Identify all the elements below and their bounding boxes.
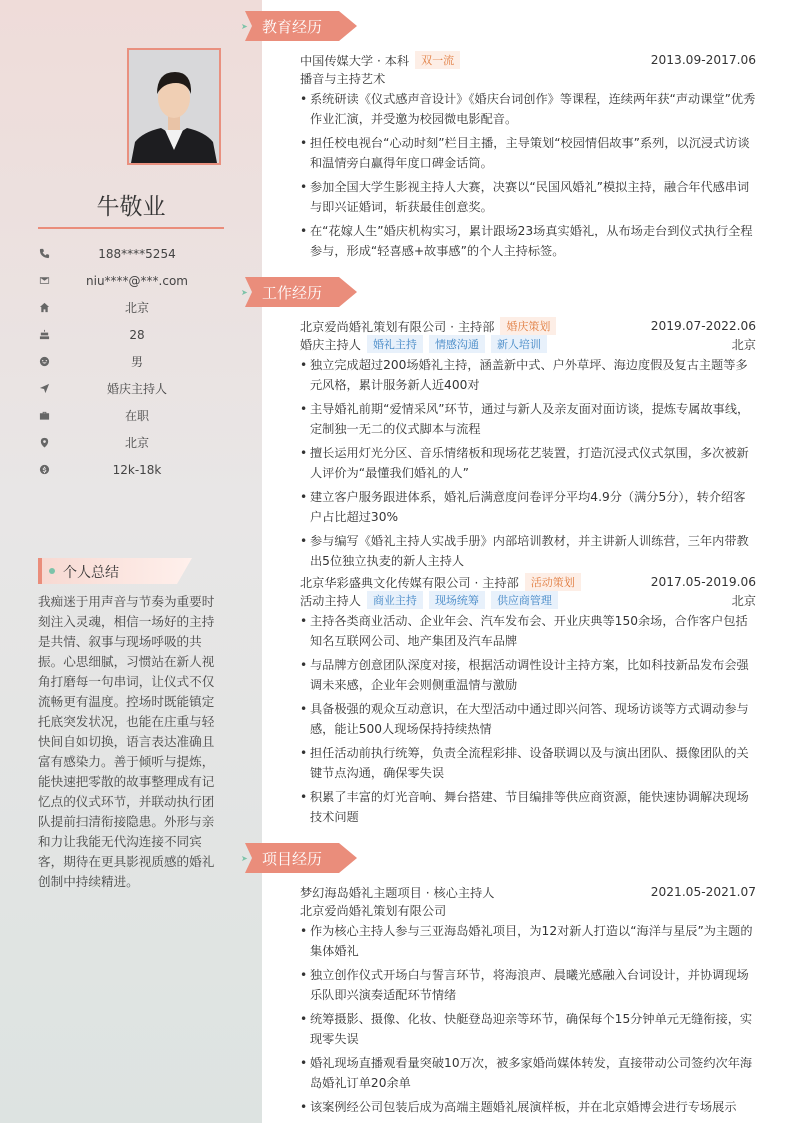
contact-info [38,240,224,483]
briefcase-icon [38,410,50,422]
bullet-dot-icon [49,568,55,574]
list-item: • 主持各类商业活动、企业年会、汽车发布会、开业庆典等150余场，合作客户包括知名互联网公司、地产集团及汽车品牌 [300,611,756,651]
section-header-work: ➤ 工作经历 [245,277,355,307]
list-item: • 建立客户服务跟进体系，婚礼后满意度问卷评分平均4.9分（满分5分），转介绍客户占比超过30% [300,487,756,527]
info-salary: 12k-18k [38,456,224,483]
list-item: • 与品牌方创意团队深度对接，根据活动调性设计主持方案，比如科技新品发布会强调未来感，企业年会则侧重温情与激励 [300,655,756,695]
list-item: • 主导婚礼前期“爱情采风”环节，通过与新人及亲友面对面访谈，提炼专属故事线，定制独一无二的仪式脚本与流程 [300,399,756,439]
education-period: 2013.09-2017.06 [650,53,756,67]
project-bullets [300,921,756,1117]
job-period: 2017.05-2019.06 [650,575,756,589]
company-name: 北京华彩盛典文化传媒有限公司 · 主持部 [300,575,519,590]
face-icon [38,356,50,368]
list-item: • 参加全国大学生影视主持人大赛，决赛以“民国风婚礼”模拟主持，融合年代感串词与即兴证婚词，斩获最佳创意奖。 [300,177,756,217]
section-header-project: ➤ 项目经历 [245,843,355,873]
info-age: 28 [38,321,224,348]
education-block [300,51,756,265]
project-org: 北京爱尚婚礼策划有限公司 [300,903,447,918]
list-item: • 在“花嫁人生”婚庆机构实习，累计跟场23场真实婚礼，从布场走台到仪式执行全程参与，形成“轻喜感+故事感”的个人主持标签。 [300,221,756,261]
info-status: 在职 [38,402,224,429]
arrow-icon: ➤ [241,22,248,31]
info-city: 北京 [38,429,224,456]
school-name: 中国传媒大学 · 本科 [300,53,410,68]
list-item: • 担任校电视台“心动时刻”栏目主播，主导策划“校园情侣故事”系列，以沉浸式访谈和温情旁白赢得年度口碑金话筒。 [300,133,756,173]
mail-icon [38,275,50,287]
list-item: • 积累了丰富的灯光音响、舞台搭建、节目编排等供应商资源，能快速协调解决现场技术问题 [300,787,756,827]
skill-tag: 婚礼主持 [367,335,423,353]
arrow-icon: ➤ [241,854,248,863]
list-item: • 作为核心主持人参与三亚海岛婚礼项目，为12对新人打造以“海洋与星辰”为主题的集体婚礼 [300,921,756,961]
list-item: • 具备极强的观众互动意识，在大型活动中通过即兴问答、现场访谈等方式调动参与感，能让500人现场保持持续热情 [300,699,756,739]
money-icon [38,464,50,476]
major: 播音与主持艺术 [300,71,386,86]
send-icon [38,383,50,395]
info-location: 北京 [38,294,224,321]
arrow-icon: ➤ [241,288,248,297]
job-city: 北京 [731,593,756,608]
home-icon [38,302,50,314]
phone-icon [38,248,50,260]
cake-icon [38,329,50,341]
work-block-2 [300,573,756,831]
list-item: • 系统研读《仪式感声音设计》《婚庆台词创作》等课程，连续两年获“声动课堂”优秀作业汇演，并受邀为校园微电影配音。 [300,89,756,129]
list-item: • 婚礼现场直播观看量突破10万次，被多家婚尚媒体转发，直接带动公司签约次年海岛婚礼订单20余单 [300,1053,756,1093]
sidebar [0,0,262,1123]
section-header-education: ➤ 教育经历 [245,11,355,41]
job-city: 北京 [731,337,756,352]
summary-text: 我痴迷于用声音与节奏为重要时刻注入灵魂，相信一场好的主持是共情、叙事与现场呼吸的共振。心思细腻，习惯站在新人视角打磨每一句串词，让仪式不仅流畅更有温度。控场时既能镇定托底突发状况，也能在庄重与轻快间自如切换，语言表达准确且富有感染力。善于倾听与提炼，能快速把零散的故事整理成有记忆点的仪式环节，并联动执行团队提前扫清衔接隐患。外形与亲和力让我能无代沟连接不同宾客，期待在更具影视质感的婚礼创制中持续精进。 [38,594,215,889]
skill-tag: 情感沟通 [429,335,485,353]
info-position: 婚庆主持人 [38,375,224,402]
job-bullets [300,355,756,571]
info-email: niu****@***.com [38,267,224,294]
project-name: 梦幻海岛婚礼主题项目 · 核心主持人 [300,885,495,900]
avatar [129,50,219,163]
profile-photo [127,48,221,165]
company-tag: 婚庆策划 [500,317,556,335]
project-period: 2021.05-2021.07 [650,885,756,899]
name-divider [38,227,224,229]
skill-tag: 新人培训 [491,335,547,353]
job-role: 活动主持人 [300,593,361,608]
info-phone: 188****5254 [38,240,224,267]
info-gender: 男 [38,348,224,375]
list-item: • 统筹摄影、摄像、化妆、快艇登岛迎亲等环节，确保每个15分钟单元无缝衔接，实现零失误 [300,1009,756,1049]
project-block [300,883,756,1121]
list-item: • 独立创作仪式开场白与誓言环节，将海浪声、晨曦光感融入台词设计，并协调现场乐队即兴演奏适配环节情绪 [300,965,756,1005]
skill-tag: 现场统筹 [429,591,485,609]
education-bullets [300,89,756,261]
list-item: • 该案例经公司包装后成为高端主题婚礼展演样板，并在北京婚博会进行专场展示 [300,1097,756,1117]
list-item: • 擅长运用灯光分区、音乐情绪板和现场花艺装置，打造沉浸式仪式氛围，多次被新人评价为“最懂我们婚礼的人” [300,443,756,483]
skill-tag: 供应商管理 [491,591,558,609]
summary-heading: 个人总结 [38,558,224,584]
company-name: 北京爱尚婚礼策划有限公司 · 主持部 [300,319,495,334]
job-period: 2019.07-2022.06 [650,319,756,333]
job-bullets [300,611,756,827]
list-item: • 担任活动前执行统筹，负责全流程彩排、设备联调以及与演出团队、摄像团队的关键节点沟通，确保零失误 [300,743,756,783]
school-tag: 双一流 [415,51,460,69]
work-block-1 [300,317,756,575]
list-item: • 参与编写《婚礼主持人实战手册》内部培训教材，并主讲新人训练营，三年内带教出5位独立执麦的新人主持人 [300,531,756,571]
map-pin-icon [38,437,50,449]
list-item: • 独立完成超过200场婚礼主持，涵盖新中式、户外草坪、海边度假及复古主题等多元风格，累计服务新人近400对 [300,355,756,395]
candidate-name: 牛敬业 [96,194,166,220]
skill-tag: 商业主持 [367,591,423,609]
company-tag: 活动策划 [525,573,581,591]
job-role: 婚庆主持人 [300,337,361,352]
